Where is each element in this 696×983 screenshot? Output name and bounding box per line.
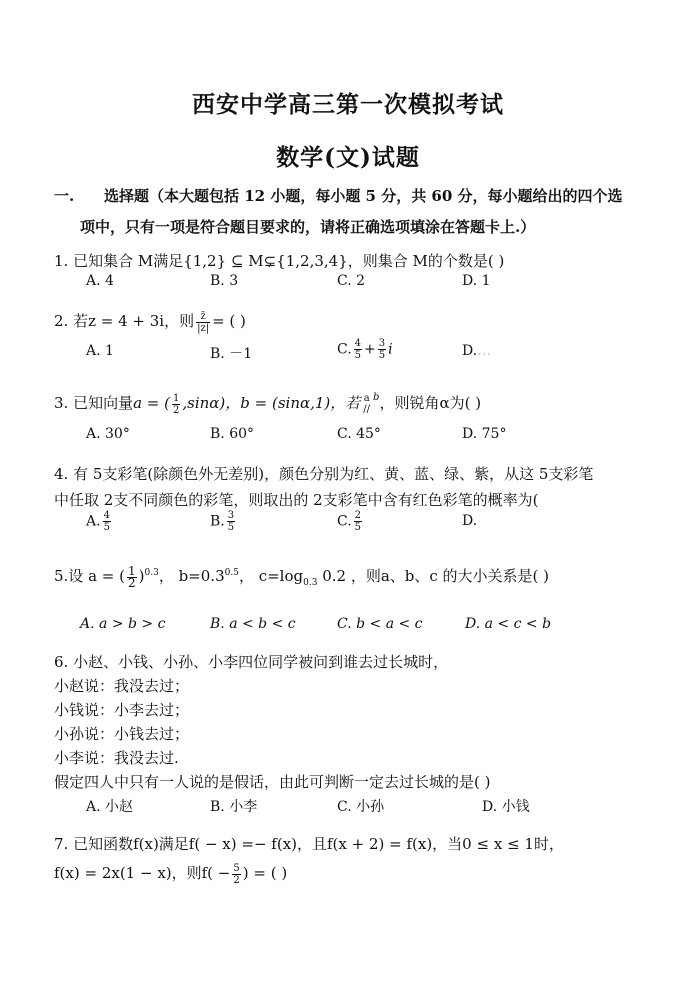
plus-sign: + bbox=[364, 341, 376, 358]
question-1-option-c: C. 2 bbox=[337, 273, 366, 289]
fraction-denominator: 2 bbox=[127, 575, 136, 590]
fraction-denominator: 5 bbox=[103, 522, 110, 533]
question-4-option-c bbox=[337, 510, 364, 533]
question-6-option-b: B. 小李 bbox=[210, 799, 258, 815]
question-7-line-2 bbox=[54, 862, 287, 886]
question-1-option-a: A. 4 bbox=[86, 273, 114, 289]
fraction-denominator: 5 bbox=[378, 350, 386, 361]
question-5-stem-e: 0.2 ，则a、b、c 的大小关系是( ) bbox=[317, 567, 550, 585]
option-label: A. bbox=[86, 513, 101, 530]
parallel-a: a bbox=[363, 393, 370, 404]
fraction-numerator: 3 bbox=[378, 338, 386, 349]
question-6-line-1: 6. 小赵、小钱、小孙、小李四位同学被问到谁去过长城时， bbox=[54, 653, 449, 671]
question-1-stem: 1. 已知集合 M满足{1,2} ⊆ M⊊{1,2,3,4}，则集合 M的个数是( ) bbox=[54, 252, 505, 270]
half-fraction bbox=[127, 563, 137, 590]
question-5-option-b: B. a < b < c bbox=[210, 616, 296, 632]
exponent-a: 0.3 bbox=[144, 568, 159, 578]
option-c-frac-1 bbox=[354, 338, 362, 361]
question-3-option-d: D. 75° bbox=[462, 426, 507, 442]
question-2-option-c bbox=[337, 338, 393, 361]
question-3-stem-b: ，则锐角α为( ) bbox=[379, 394, 482, 412]
question-5-option-c: C. b < a < c bbox=[337, 616, 423, 632]
question-6-line-4: 小孙说：小钱去过； bbox=[54, 725, 190, 743]
fraction-denominator: 5 bbox=[354, 522, 362, 533]
question-4-option-a bbox=[86, 510, 113, 533]
question-6-line-3: 小钱说：小李去过； bbox=[54, 701, 190, 719]
five-halves-fraction bbox=[232, 863, 240, 886]
question-2-option-b: B. －1 bbox=[210, 346, 253, 362]
fraction-numerator: 4 bbox=[354, 338, 362, 349]
question-5-stem-a: 5.设 a = ( bbox=[54, 567, 125, 585]
fraction-denominator: 5 bbox=[227, 522, 235, 533]
fraction-numerator: 2 bbox=[354, 510, 362, 521]
exponent-b: 0.5 bbox=[224, 568, 239, 578]
question-4-stem-line1: 4. 有 5支彩笔(除颜色外无差别)，颜色分别为红、黄、蓝、绿、紫，从这 5支彩笔 bbox=[54, 465, 594, 483]
question-1-option-b: B. 3 bbox=[210, 273, 239, 289]
section-instructions-line1: 选择题（本大题包括 12 小题，每小题 5 分，共 60 分，每小题给出的四个选 bbox=[104, 187, 623, 205]
vector-a: a = ( bbox=[133, 394, 170, 412]
section-number: 一. bbox=[54, 187, 75, 205]
question-7-line-2-a: f(x) = 2x(1 − x)，则f( − bbox=[54, 864, 231, 882]
exam-subtitle: 数学(文)试题 bbox=[276, 144, 420, 171]
exam-title: 西安中学高三第一次模拟考试 bbox=[192, 91, 504, 118]
question-3-option-b: B. 60° bbox=[210, 426, 255, 442]
question-6-option-a: A. 小赵 bbox=[86, 799, 134, 815]
question-5-option-d: D. a < c < b bbox=[465, 616, 552, 632]
question-3-option-c: C. 45° bbox=[337, 426, 381, 442]
question-6-line-2: 小赵说：我没去过； bbox=[54, 677, 190, 695]
fraction-numerator: 4 bbox=[103, 510, 110, 521]
fraction-denominator: 2 bbox=[233, 874, 240, 886]
question-4-option-b bbox=[210, 510, 237, 533]
parallel-expression bbox=[362, 393, 371, 415]
parallel-symbol: // bbox=[363, 404, 371, 415]
question-5-option-a: A. a > b > c bbox=[80, 616, 166, 632]
question-7-line-1: 7. 已知函数f(x)满足f( − x) =− f(x)，且f(x + 2) = f(x)，当0 ≤ x ≤ 1时， bbox=[54, 835, 564, 853]
option-fraction bbox=[103, 510, 111, 533]
question-2-option-a: A. 1 bbox=[86, 343, 114, 359]
question-5-stem bbox=[54, 565, 549, 589]
log-base: 0.3 bbox=[303, 578, 318, 588]
imaginary-unit: i bbox=[388, 341, 393, 358]
question-6-option-c: C. 小孙 bbox=[337, 799, 385, 815]
fraction-numerator: 1 bbox=[127, 563, 136, 578]
question-5-stem-b: ) bbox=[138, 567, 145, 585]
fraction-numerator: 5 bbox=[233, 862, 240, 874]
option-fraction bbox=[354, 510, 362, 533]
option-fraction bbox=[227, 510, 235, 533]
question-6-line-5: 小李说：我没去过. bbox=[54, 749, 179, 767]
question-6-option-d: D. 小钱 bbox=[482, 799, 530, 815]
vector-b: b = (sinα,1)，若 bbox=[240, 394, 361, 412]
fraction-numerator: z̄ bbox=[196, 311, 210, 323]
option-c-label: C. bbox=[337, 341, 352, 358]
question-2-stem-a: 2. 若z = 4 + 3i，则 bbox=[54, 312, 195, 330]
question-5-stem-c: ， b=0.3 bbox=[158, 567, 225, 585]
option-label: C. bbox=[337, 513, 352, 530]
fraction-denominator: |z| bbox=[197, 322, 210, 334]
parallel-b: b bbox=[373, 392, 380, 403]
question-7-line-2-b: ) = ( ) bbox=[242, 864, 288, 882]
option-d-faint-mark: … bbox=[477, 343, 492, 359]
question-2-option-d bbox=[462, 343, 491, 359]
question-6-line-6: 假定四人中只有一人说的是假话，由此可判断一定去过长城的是( ) bbox=[54, 773, 491, 791]
question-4-stem-line2: 中任取 2支不同颜色的彩笔，则取出的 2支彩笔中含有红色彩笔的概率为( bbox=[54, 491, 539, 509]
fraction-numerator: 3 bbox=[227, 510, 235, 521]
question-2-stem-b: = ( ) bbox=[212, 312, 246, 330]
option-d-label: D. bbox=[462, 343, 478, 359]
option-c-frac-2 bbox=[378, 338, 386, 361]
fraction-numerator: 1 bbox=[173, 392, 180, 404]
question-3-stem-a: 3. 已知向量 bbox=[54, 394, 134, 412]
section-instructions-line2: 项中，只有一项是符合题目要求的，请将正确选项填涂在答题卡上.） bbox=[80, 218, 536, 236]
option-label: B. bbox=[210, 513, 225, 530]
question-3-option-a: A. 30° bbox=[86, 426, 130, 442]
vector-a-end: ,sinα)， bbox=[182, 394, 241, 412]
half-fraction bbox=[172, 393, 180, 416]
question-1-option-d: D. 1 bbox=[462, 273, 491, 289]
question-3-stem bbox=[54, 392, 481, 416]
question-2-fraction bbox=[196, 311, 210, 334]
question-4-option-d: D. bbox=[462, 513, 478, 529]
fraction-denominator: 2 bbox=[173, 404, 180, 416]
question-2-stem bbox=[54, 310, 246, 334]
fraction-denominator: 5 bbox=[354, 350, 362, 361]
question-5-stem-d: ， c=log bbox=[238, 567, 304, 585]
